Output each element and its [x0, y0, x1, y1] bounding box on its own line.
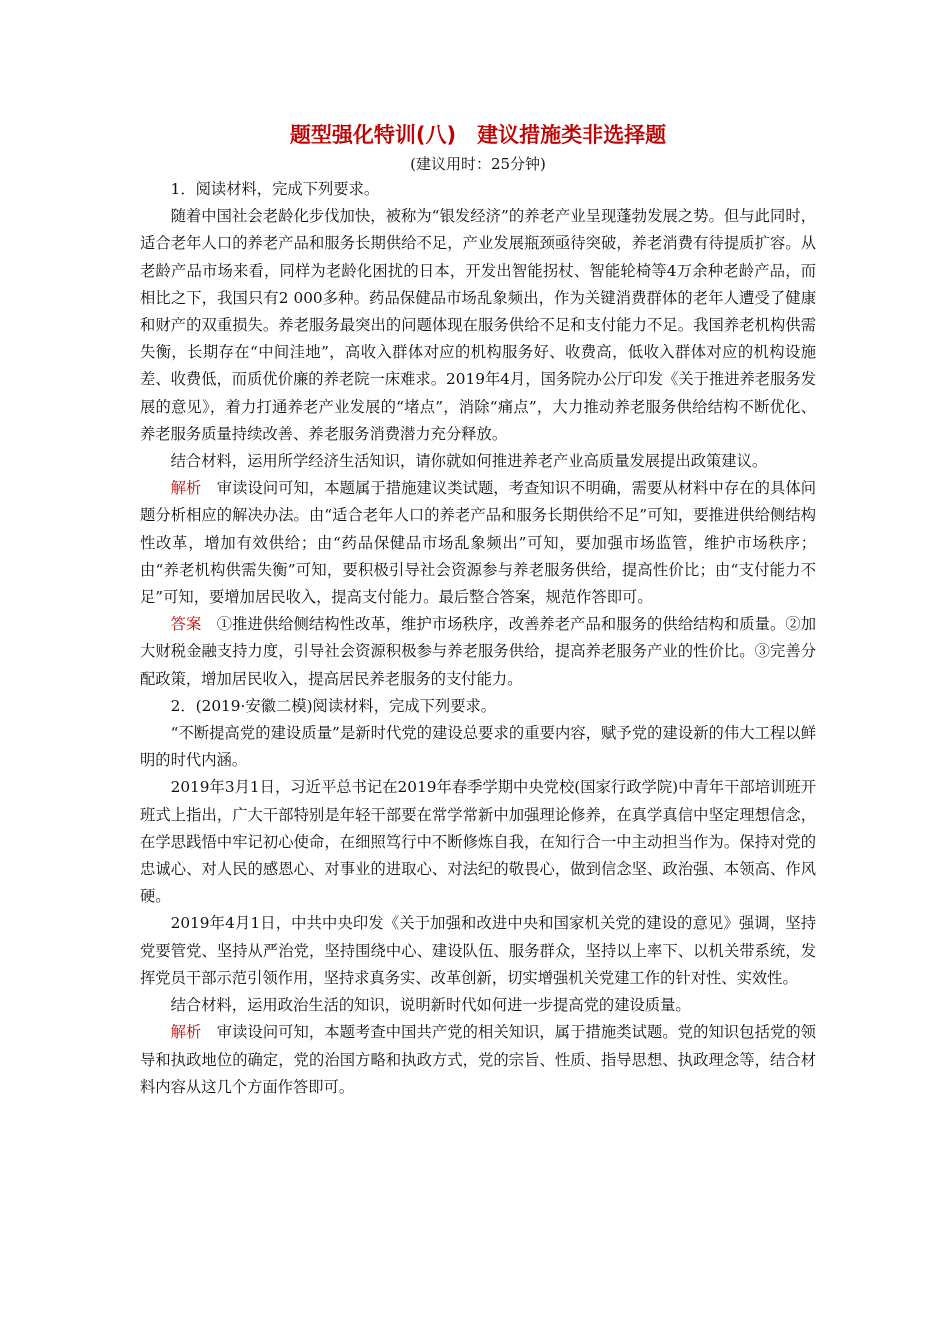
suggested-time: (建议用时：25分钟) [410, 155, 546, 173]
document-title: 题型强化特训(八) 建议措施类非选择题 [289, 123, 667, 147]
q1-question: 结合材料，运用所学经济生活知识，请你就如何推进养老产业高质量发展提出政策建议。 [170, 452, 768, 471]
q1-analysis [140, 475, 816, 611]
q2-analysis-label: 解析 [170, 1023, 202, 1042]
q1-answer-label: 答案 [170, 615, 202, 634]
q1-material: 随着中国社会老龄化步伐加快，被称为“银发经济”的养老产业呈现蓬勃发展之势。但与此同时，适合老年人口的养老产品和服务长期供给不足，产业发展瓶颈亟待突破，养老消费有待提质扩容。从老龄产品市场来看，同样为老龄化困扰的日本，开发出智能拐杖、智能轮椅等4万余种老龄产品，而相比之下，我国只有2 000多种。药品保健品市场乱象频出，作为关键消费群体的老年人遭受了健康和财产的双重损失。养老服务最突出的问题体现在服务供给不足和支付能力不足。我国养老机构供需失衡，长期存在“中间洼地”，高收入群体对应的机构服务好、收费高，低收入群体对应的机构设施差、收费低，而质优价廉的养老院一床难求。2019年4月，国务院办公厅印发《关于推进养老服务发展的意见》，着力打通养老产业发展的“堵点”，消除“痛点”，大力推动养老服务供给结构不断优化、养老服务质量持续改善、养老服务消费潜力充分释放。 [140, 207, 816, 443]
q2-analysis-text: 审读设问可知，本题考查中国共产党的相关知识，属于措施类试题。党的知识包括党的领导和执政地位的确定，党的治国方略和执政方式，党的宗旨、性质、指导思想、执政理念等，结合材料内容从这几个方面作答即可。 [140, 1023, 816, 1096]
q2-analysis [140, 1019, 816, 1101]
q1-answer [140, 611, 816, 693]
q2-stem: 2．(2019·安徽二模)阅读材料，完成下列要求。 [170, 696, 497, 715]
q1-answer-text: ①推进供给侧结构性改革，维护市场秩序，改善养老产品和服务的供给结构和质量。②加大财税金融支持力度，引导社会资源积极参与养老服务供给，提高养老服务产业的性价比。③完善分配政策，增加居民收入，提高居民养老服务的支付能力。 [140, 615, 816, 688]
q2-material-1: “不断提高党的建设质量”是新时代党的建设总要求的重要内容，赋予党的建设新的伟大工程以鲜明的时代内涵。 [140, 724, 816, 770]
q2-material-2: 2019年3月1日，习近平总书记在2019年春季学期中央党校(国家行政学院)中青年干部培训班开班式上指出，广大干部特别是年轻干部要在常学常新中加强理论修养，在真学真信中坚定理想信念，在学思践悟中牢记初心使命，在细照笃行中不断修炼自我，在知行合一中主动担当作为。保持对党的忠诚心、对人民的感恩心、对事业的进取心、对法纪的敬畏心，做到信念坚、政治强、本领高、作风硬。 [140, 778, 816, 906]
q1-stem: 1．阅读材料，完成下列要求。 [170, 180, 380, 198]
document-page [140, 118, 816, 1101]
q1-analysis-label: 解析 [170, 479, 202, 498]
q2-material-3: 2019年4月1日，中共中央印发《关于加强和改进中央和国家机关党的建设的意见》强调，坚持党要管党、坚持从严治党，坚持围绕中心、建设队伍、服务群众，坚持以上率下、以机关带系统，发挥党员干部示范引领作用，坚持求真务实、改革创新，切实增强机关党建工作的针对性、实效性。 [140, 914, 816, 987]
q1-analysis-text: 审读设问可知，本题属于措施建议类试题，考查知识不明确，需要从材料中存在的具体问题分析相应的解决办法。由“适合老年人口的养老产品和服务长期供给不足”可知，要推进供给侧结构性改革，增加有效供给；由“药品保健品市场乱象频出”可知，要加强市场监管，维护市场秩序；由“养老机构供需失衡”可知，要积极引导社会资源参与养老服务供给，提高性价比；由“支付能力不足”可知，要增加居民收入，提高支付能力。最后整合答案，规范作答即可。 [140, 479, 816, 607]
q2-question: 结合材料，运用政治生活的知识，说明新时代如何进一步提高党的建设质量。 [170, 996, 691, 1015]
